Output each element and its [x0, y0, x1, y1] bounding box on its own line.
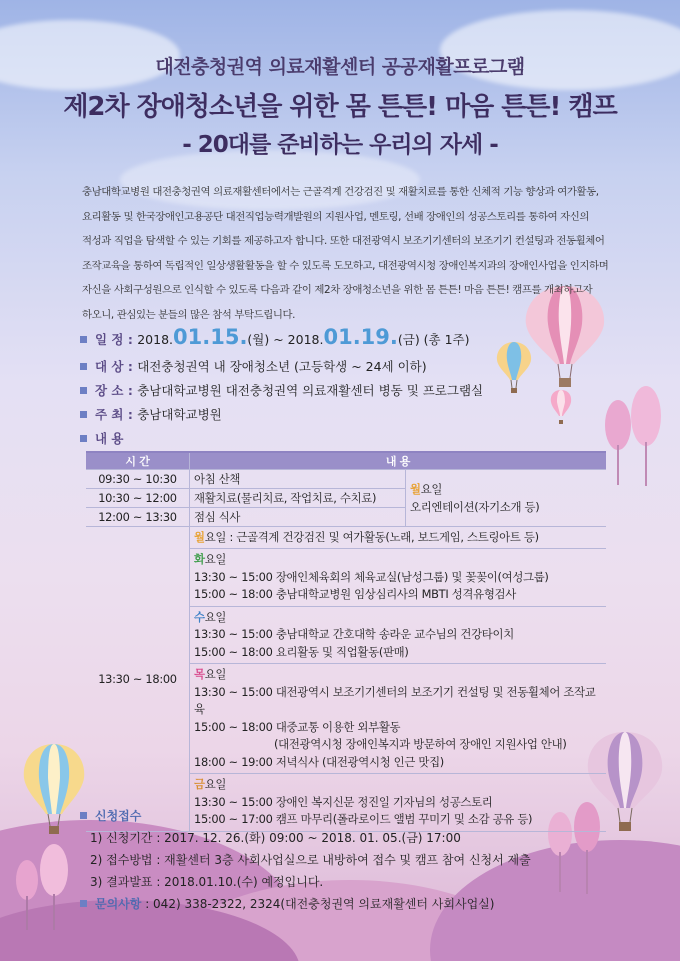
hot-air-balloon-icon [18, 740, 90, 840]
date-start: 01.15. [173, 325, 248, 349]
table-row [86, 527, 606, 549]
date-end: 01.19. [323, 325, 398, 349]
row-content: 재활치료(물리치료, 작업치료, 수치료) [190, 489, 406, 508]
intro-line: 적성과 직업을 탐색할 수 있는 기회를 제공하고자 합니다. 또한 대전광역시 보조기기센터의 보조기기 컨설팅과 전동휠체어 [82, 235, 605, 247]
info-place: 장 소 : 충남대학교병원 대전충청권역 의료재활센터 병동 및 프로그램실 [80, 381, 483, 399]
afternoon-time: 13:30 ~ 18:00 [86, 527, 190, 832]
intro-paragraph [82, 180, 612, 327]
contact-value: : 042) 338-2322, 2324(대전충청권역 의료재활센터 사회사업실) [141, 897, 495, 911]
apply-title [80, 807, 141, 824]
bullet-icon [80, 435, 87, 442]
info-host: 주 최 : 충남대학교병원 [80, 405, 222, 423]
thu-block [190, 664, 607, 774]
schedule-table [86, 451, 606, 832]
hot-air-balloon-icon [548, 388, 574, 428]
day-suffix: 요일 [204, 777, 227, 791]
table-row [86, 470, 606, 489]
day-mon: 월 [194, 529, 205, 544]
host-value: 충남대학교병원 [137, 407, 222, 422]
monday-orientation [406, 470, 607, 527]
activity-line: 15:00 ~ 18:00 충남대학교병원 임상심리사의 MBTI 성격유형검사 [194, 587, 516, 601]
info-content [80, 429, 124, 447]
intro-line: 자신을 사회구성원으로 인식할 수 있도록 다음과 같이 제2차 장애청소년을 위한 몸 튼튼! 마음 튼튼! 캠프를 개최하고자 [82, 284, 593, 296]
bullet-icon [80, 812, 87, 819]
intro-line: 충남대학교병원 대전충청권역 의료재활센터에서는 근골격계 건강검진 및 재활치료를 통한 신체적 기능 향상과 여가활동, [82, 186, 599, 198]
date-label: 일 정 [95, 332, 124, 347]
row-content: 아침 산책 [190, 470, 406, 489]
fri-block [190, 774, 607, 832]
day-suffix: 요일 [204, 609, 227, 624]
table-header-row [86, 452, 606, 470]
page-title: 제2차 장애청소년을 위한 몸 튼튼! 마음 튼튼! 캠프 [63, 92, 617, 122]
apply-title-text: 신청접수 [95, 809, 142, 823]
hot-air-balloon-icon [494, 340, 534, 396]
activity-line: 13:30 ~ 15:00 대전광역시 보조기기센터의 보조기기 컨설팅 및 전동휠체어 조작교육 [194, 684, 596, 716]
day-suffix: 요일 [420, 482, 443, 496]
row-content: 점심 식사 [190, 508, 406, 527]
header-time: 시 간 [86, 452, 190, 470]
bullet-icon [80, 411, 87, 418]
bullet-icon [80, 363, 87, 370]
apply-method: 2) 접수방법 : 재활센터 3층 사회사업실으로 내방하여 접수 및 캠프 참여 신청서 제출 [90, 853, 531, 867]
intro-line: 요리활동 및 한국장애인고용공단 대전직업능력개발원의 지원사업, 멘토링, 선배 장애인의 성공스토리를 통하여 자신의 [82, 210, 590, 223]
row-time: 09:30 ~ 10:30 [86, 470, 190, 489]
date-year-1: 2018. [137, 332, 174, 347]
activity-line: 13:30 ~ 15:00 충남대학교 간호대학 송라운 교수님의 건강타이치 [194, 627, 514, 641]
target-value: 대전충청권역 내 장애청소년 (고등학생 ~ 24세 이하) [137, 359, 427, 374]
activity-line: (대전광역시청 장애인복지과 방문하여 장애인 지원사업 안내) [274, 737, 567, 751]
row-time: 12:00 ~ 13:30 [86, 508, 190, 527]
activity-line: 15:00 ~ 18:00 요리활동 및 직업활동(판매) [194, 644, 409, 659]
program-subtitle: 대전충청권역 의료재활센터 공공재활프로그램 [155, 56, 525, 78]
mon-text: 요일 : 근골격계 건강검진 및 여가활동(노래, 보드게임, 스트링아트 등) [204, 529, 539, 544]
day-thu: 목 [194, 667, 205, 681]
contact-line [80, 895, 494, 912]
place-value: 충남대학교병원 대전충청권역 의료재활센터 병동 및 프로그램실 [137, 383, 484, 398]
bullet-icon [80, 387, 87, 394]
activity-line: 15:00 ~ 17:00 캠프 마무리(폴라로이드 앨범 꾸미기 및 소감 공유 등) [194, 812, 533, 826]
activity-line: 13:30 ~ 15:00 장애인 복지신문 정진일 기자님의 성공스토리 [194, 794, 493, 809]
activity-line: 18:00 ~ 19:00 저녁식사 (대전광역시청 인근 맛집) [194, 754, 444, 769]
day-suffix: 요일 [204, 667, 227, 681]
day-fri: 금 [194, 777, 205, 791]
tue-block [190, 549, 607, 607]
bullet-icon [80, 336, 87, 343]
info-target: 대 상 : 대전충청권역 내 장애청소년 (고등학생 ~ 24세 이하) [80, 357, 427, 375]
host-label: 주 최 [95, 407, 124, 422]
day-suffix: 요일 [204, 552, 227, 566]
info-date: 일 정 : 2018.01.15.(월) ~ 2018.01.19.(금) (총 1주) [80, 325, 470, 349]
date-mid: (월) ~ 2018. [247, 332, 324, 347]
place-label: 장 소 [95, 383, 124, 398]
mon-block [190, 527, 607, 549]
activity-line: 15:00 ~ 18:00 대중교통 이용한 외부활동 [194, 719, 401, 734]
day-tue: 화 [194, 552, 205, 566]
bullet-icon [80, 900, 87, 907]
wed-block [190, 606, 607, 664]
page-tagline: - 20대를 준비하는 우리의 자세 - [182, 132, 498, 158]
intro-line: 하오니, 관심있는 분들의 많은 참석 부탁드립니다. [82, 308, 296, 321]
orientation-text: 오리엔테이션(자기소개 등) [410, 500, 540, 514]
contact-label: 문의사항 [95, 897, 142, 911]
row-time: 10:30 ~ 12:00 [86, 489, 190, 508]
date-suffix: (금) (총 1주) [397, 332, 470, 347]
day-mon: 월 [410, 482, 421, 496]
intro-line: 조작교육을 통하여 독립적인 일상생활활동을 할 수 있도록 도모하고, 대전광역시청 장애인복지과의 장애인사업을 인지하며 [82, 259, 609, 272]
apply-result: 3) 결과발표 : 2018.01.10.(수) 예정입니다. [90, 875, 324, 889]
target-label: 대 상 [95, 359, 124, 374]
apply-period: 1) 신청기간 : 2017. 12. 26.(화) 09:00 ~ 2018. 01. 05.(금) 17:00 [90, 831, 461, 845]
activity-line: 13:30 ~ 15:00 장애인체육회의 체육교실(남성그룹) 및 꽃꽂이(여성그룹) [194, 569, 549, 584]
content-label: 내 용 [95, 431, 124, 446]
header-content: 내 용 [190, 452, 607, 470]
day-wed: 수 [194, 609, 205, 624]
